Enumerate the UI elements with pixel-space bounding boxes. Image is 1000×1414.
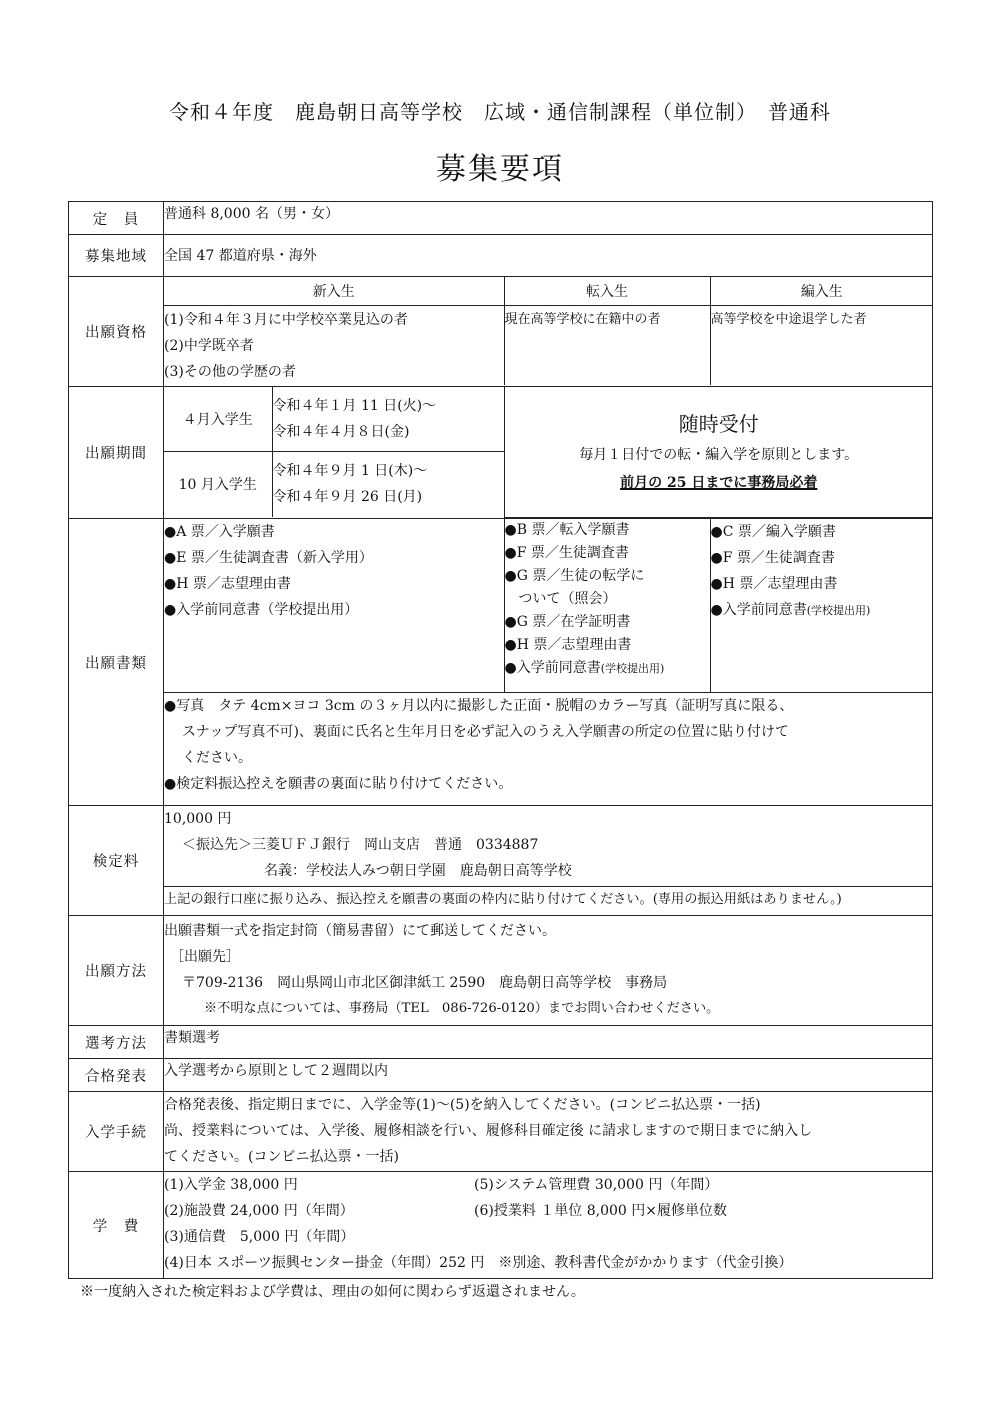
documents-label: 出願書類 [69,519,164,806]
method-note: ※不明な点については、事務局（TEL 086-726-0120）までお問い合わせください。 [204,1001,720,1016]
document-heading: 令和４年度 鹿島朝日高等学校 広域・通信制課程（単位制） 普通科 [169,100,831,124]
doc-new-item: ●A 票／入学願書 [164,524,275,540]
admission-line: 合格発表後、指定期日までに、入学金等(1)～(5)を納入してください。(コンビニ払込票・一括) [164,1097,761,1113]
photo-line: ください。 [182,749,252,766]
photo-line: スナップ写真不可)、裏面に氏名と生年月日を必ず記入のうえ入学願書の所定の位置に貼り付けて [182,723,789,740]
fee-receipt-line: ●検定料振込控えを願書の裏面に貼り付けてください。 [164,775,513,792]
qual-new-item: (2)中学既卒者 [164,337,254,354]
row-capacity [69,202,933,235]
doc-new-item: ●H 票／志望理由書 [164,576,291,592]
method-line: ［出願先］ [170,949,240,965]
row-selection [69,1026,933,1059]
row-qualification [69,277,933,387]
qual-new-item: (3)その他の学歴の者 [164,363,296,380]
tuition-item: (1)入学金 38,000 円 [164,1177,298,1193]
area-label: 募集地域 [69,235,164,277]
result-value: 入学選考から原則として２週間以内 [164,1059,933,1092]
october-label: 10 月入学生 [164,451,272,517]
method-label: 出願方法 [69,916,164,1026]
doc-transfer-small: (学校提出用) [600,662,665,675]
refund-note: ※一度納入された検定料および学費は、理由の如何に関わらず返還されません。 [80,1284,585,1300]
exam-fee-note: 上記の銀行口座に振り込み、振込控えを願書の裏面の枠内に貼り付けてください。(専用の振込用紙はありません。) [164,886,932,914]
exam-fee-holder: 名義：学校法人みつ朝日学園 鹿島朝日高等学校 [264,863,572,879]
selection-value: 書類選考 [164,1026,933,1059]
admission-line: 尚、授業料については、入学後、履修相談を行い、履修科目確定後 に請求しますので期日までに納入し [164,1123,813,1139]
row-result [69,1059,933,1092]
tuition-item: (4)日本 スポーツ振興センター掛金（年間）252 円 ※別途、教科書代金がかかります（代金引換） [164,1255,793,1271]
anytime-title: 随時受付 [678,411,759,436]
doc-transfer-item: ついて（照会） [518,591,617,607]
documents-grid [164,519,933,804]
doc-transfer-item: ●F 票／生徒調査書 [504,545,629,561]
row-tuition [69,1172,933,1279]
row-period [69,387,933,519]
col-reenter-student: 編入生 [710,277,933,305]
doc-reenter-item: ●H 票／志望理由書 [710,576,838,592]
admission-line: てください。(コンビニ払込票・一括) [164,1149,399,1165]
april-date: 令和４年１月 11 日(火)～ [272,397,437,414]
doc-transfer-item: ●H 票／志望理由書 [504,637,632,653]
area-value: 全国 47 都道府県・海外 [164,235,933,277]
selection-label: 選考方法 [69,1026,164,1059]
tuition-item: (5)システム管理費 30,000 円（年間） [474,1177,719,1193]
qual-reenter-text: 高等学校を中途退学した者 [710,305,933,385]
tuition-item: (3)通信費 5,000 円（年間） [164,1229,355,1245]
document-title: 募集要項 [436,152,564,187]
qual-new-item: (1)令和４年３月に中学校卒業見込の者 [164,311,408,328]
doc-reenter-small: (学校提出用) [806,604,871,617]
april-label: ４月入学生 [164,387,272,451]
admission-label: 入学手続 [69,1092,164,1172]
october-date: 令和４年９月 26 日(月) [272,489,423,506]
result-label: 合格発表 [69,1059,164,1092]
tuition-label: 学 費 [69,1172,164,1279]
exam-fee-amount: 10,000 円 [164,811,232,827]
doc-reenter-item: ●入学前同意書 [710,602,807,618]
capacity-label: 定 員 [69,202,164,235]
tuition-item: (2)施設費 24,000 円（年間） [164,1203,354,1219]
row-method [69,916,933,1026]
row-exam-fee [69,806,933,916]
col-new-student: 新入生 [164,277,504,305]
photo-line: ●写真 タテ 4cm×ヨコ 3cm の３ヶ月以内に撮影した正面・脱帽のカラー写真（証明写真に限る、 [164,697,794,714]
requirements-table [68,201,933,1279]
doc-reenter-item: ●F 票／生徒調査書 [710,550,835,566]
october-date: 令和４年９月 1 日(木)～ [272,463,428,480]
period-label: 出願期間 [69,387,164,519]
doc-reenter-item: ●C 票／編入学願書 [710,524,836,540]
method-line: 出願書類一式を指定封筒（簡易書留）にて郵送してください。 [164,923,556,939]
row-documents [69,519,933,806]
method-address: 〒709-2136 岡山県岡山市北区御津紙工 2590 鹿島朝日高等学校 事務局 [182,975,668,991]
tuition-item: (6)授業料 １単位 8,000 円×履修単位数 [474,1203,727,1219]
capacity-value: 普通科 8,000 名（男・女） [164,202,933,235]
col-transfer-student: 転入生 [504,277,710,305]
row-admission [69,1092,933,1172]
doc-new-item: ●E 票／生徒調査書（新入学用） [164,550,373,566]
exam-fee-grid [164,806,932,914]
doc-new-item: ●入学前同意書（学校提出用） [164,602,359,618]
exam-fee-label: 検定料 [69,806,164,916]
doc-transfer-item: ●入学前同意書 [504,660,601,676]
april-date: 令和４年４月８日(金) [272,423,410,440]
exam-fee-bank: ＜振込先＞三菱ＵＦＪ銀行 岡山支店 普通 0334887 [182,837,539,853]
qual-transfer-text: 現在高等学校に在籍中の者 [504,305,710,385]
row-area [69,235,933,277]
qualification-label: 出願資格 [69,277,164,387]
anytime-deadline: 前月の 25 日までに事務局必着 [620,474,818,491]
qualification-grid [164,277,933,385]
period-grid [164,387,933,518]
doc-transfer-item: ●G 票／生徒の転学に [504,568,645,584]
doc-transfer-item: ●B 票／転入学願書 [504,522,630,538]
doc-transfer-item: ●G 票／在学証明書 [504,614,631,630]
anytime-text: 毎月１日付での転・編入学を原則とします。 [579,446,859,463]
